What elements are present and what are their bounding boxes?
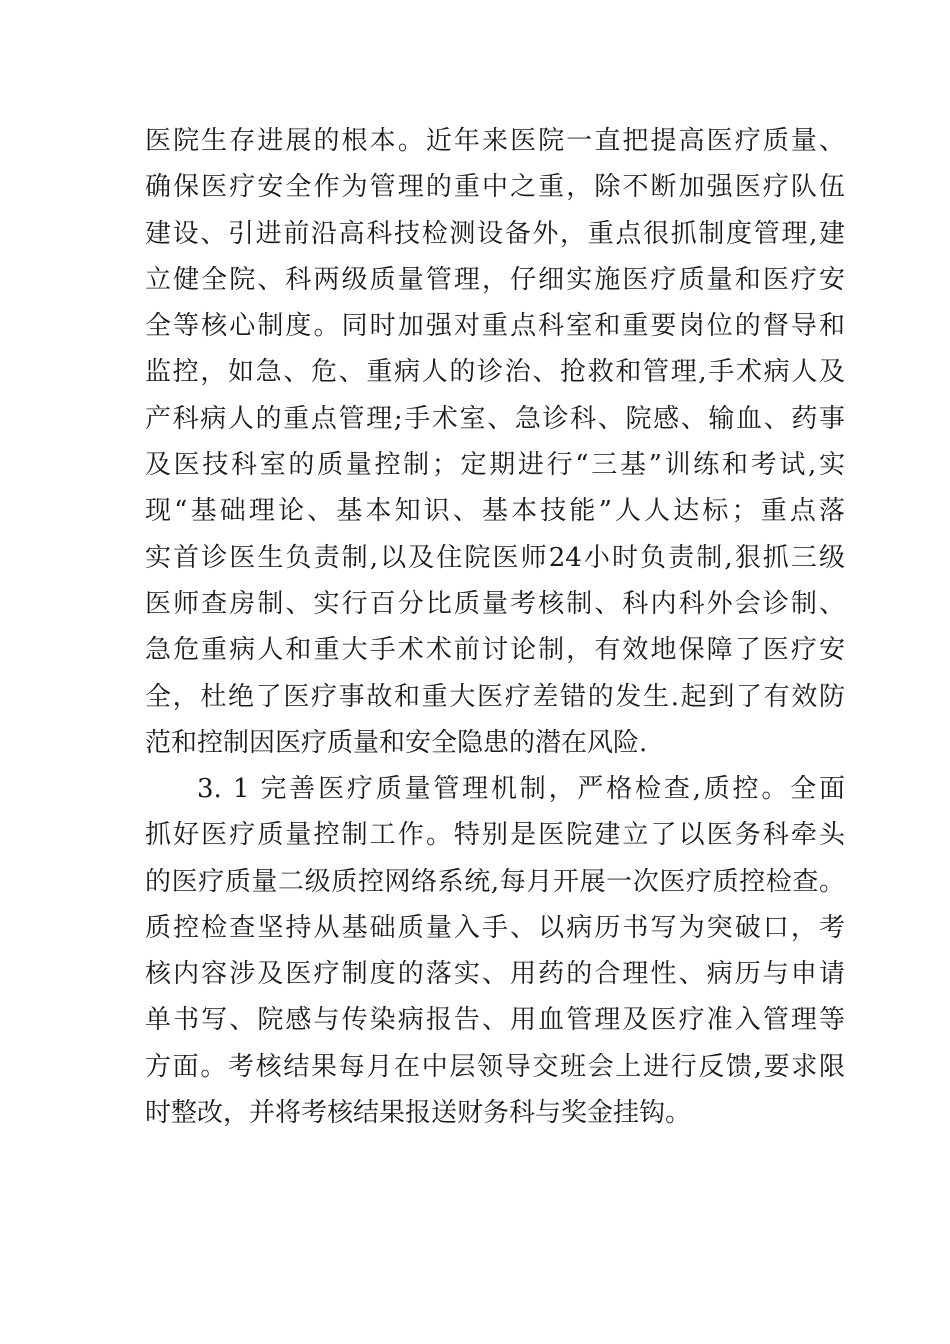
text-line: 方面。考核结果每月在中层领导交班会上进行反馈,要求限 bbox=[145, 1051, 845, 1082]
section-heading-line: 3. 1 完善医疗质量管理机制，严格检查,质控。全面 bbox=[197, 774, 845, 804]
text-line: 抓好医疗质量控制工作。特别是医院建立了以医务科牵头 bbox=[145, 820, 845, 851]
text-line: 现“基础理论、基本知识、基本技能”人人达标；重点落 bbox=[145, 496, 845, 527]
text-line: 的医疗质量二级质控网络系统,每月开展一次医疗质控检查。 bbox=[145, 866, 845, 897]
text-line: 范和控制因医疗质量和安全隐患的潜在风险. bbox=[145, 727, 648, 758]
paragraph-1 bbox=[145, 118, 845, 766]
text-line: 急危重病人和重大手术术前讨论制，有效地保障了医疗安 bbox=[145, 635, 845, 666]
text-line: 实首诊医生负责制,以及住院医师24小时负责制,狠抓三级 bbox=[145, 542, 845, 573]
text-line: 产科病人的重点管理;手术室、急诊科、院感、输血、药事 bbox=[145, 403, 845, 434]
text-line: 确保医疗安全作为管理的重中之重，除不断加强医疗队伍 bbox=[145, 172, 845, 203]
text-line: 建设、引进前沿高科技检测设备外，重点很抓制度管理,建 bbox=[145, 218, 845, 249]
text-line: 医院生存进展的根本。近年来医院一直把提高医疗质量、 bbox=[145, 126, 845, 156]
text-line: 核内容涉及医疗制度的落实、用药的合理性、病历与申请 bbox=[145, 959, 845, 990]
text-line: 及医技科室的质量控制；定期进行“三基”训练和考试,实 bbox=[145, 450, 845, 481]
text-line: 时整改，并将考核结果报送财务科与奖金挂钩。 bbox=[145, 1098, 692, 1129]
text-line: 立健全院、科两级质量管理，仔细实施医疗质量和医疗安 bbox=[145, 264, 845, 295]
text-line: 质控检查坚持从基础质量入手、以病历书写为突破口，考 bbox=[145, 912, 845, 943]
text-line: 监控，如急、危、重病人的诊治、抢救和管理,手术病人及 bbox=[145, 357, 845, 388]
text-line: 全等核心制度。同时加强对重点科室和重要岗位的督导和 bbox=[145, 311, 845, 342]
text-line: 全，杜绝了医疗事故和重大医疗差错的发生.起到了有效防 bbox=[145, 681, 845, 712]
text-line: 单书写、院感与传染病报告、用血管理及医疗准入管理等 bbox=[145, 1005, 845, 1036]
text-line: 医师查房制、实行百分比质量考核制、科内科外会诊制、 bbox=[145, 588, 845, 619]
paragraph-2 bbox=[145, 766, 845, 1136]
